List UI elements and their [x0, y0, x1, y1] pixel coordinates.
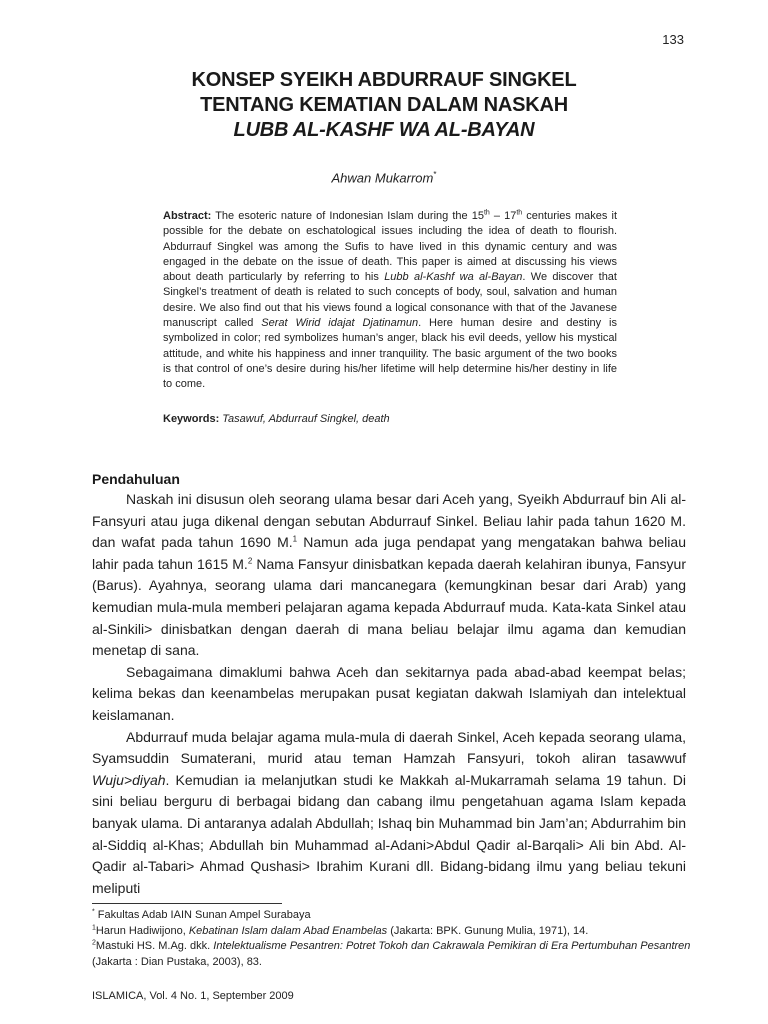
footnote-book-title: Intelektualisme Pesantren: Potret Tokoh dan Cakrawala Pemikiran di Era Pertumbuhan Pesantren: [213, 940, 691, 952]
paragraph-text: Naskah ini disusun oleh seorang ulama besar dari Aceh yang, Syeikh Abdurrauf bin Ali al-Fansyuri atau juga dikenal dengan sebutan Abdurrauf Sinkel. Beliau lahir pada tahun 1620 M. dan wafat pada tahun 1690 M.: [92, 491, 686, 551]
title-line-2: TENTANG KEMATIAN DALAM NASKAH: [200, 94, 568, 116]
paragraph-text: Abdurrauf muda belajar agama mula-mula di daerah Sinkel, Aceh kepada seorang ulama, Syamsuddin Sumaterani, murid atau teman Hamzah Fansyuri, tokoh aliran tasawwuf: [92, 728, 686, 767]
footnote-divider: [92, 903, 282, 904]
footnote: [92, 924, 692, 940]
section-heading: Pendahuluan: [92, 471, 180, 487]
footnote-text: (Jakarta: BPK. Gunung Mulia, 1971), 14.: [387, 924, 589, 937]
term-italic: Wuju>diyah: [92, 771, 166, 788]
footnote-ref: 2: [247, 556, 253, 566]
abstract-text: – 17: [489, 210, 517, 222]
abstract: [163, 209, 617, 393]
keywords-label: Keywords:: [163, 413, 220, 425]
author-footnote-mark: *: [433, 170, 437, 179]
page-number: 133: [662, 32, 684, 47]
paragraph-text: . Kemudian ia melanjutkan studi ke Makkah al-Mukarramah selama 19 tahun. Di sini beliau berguru di berbagai bidang dan cabang ilmu pengetahuan agama Islam kepada banyak ulama. Di antaranya adalah Abdullah; Ishaq bin Muhammad bin Jam’an; Abdurrahim bin al-Siddiq al-Khas; Abdullah bin Muhammad al-Adani>Abdul Qadir al-Barqali> Ali bin Abd. Al-Qadir al-Tabari> Ahmad Qushasi> Ibrahim Kurani dll. Bidang-bidang ilmu yang beliau tekuni meliputi: [92, 771, 686, 896]
paragraph: [92, 489, 686, 662]
paragraph-text: Sebagaimana dimaklumi bahwa Aceh dan sekitarnya pada abad-abad keempat belas; kelima bekas dan keenambelas merupakan pusat kegiatan dakwah Islamiyah dan intelektual keislamanan.: [92, 663, 686, 723]
title-line-3: LUBB AL-KASHF WA AL-BAYAN: [233, 119, 535, 141]
abstract-label: Abstract:: [163, 210, 212, 222]
abstract-superscript: th: [483, 209, 490, 217]
author: [0, 170, 768, 185]
footnote-mark: *: [92, 908, 95, 916]
footnote-mark: 1: [92, 923, 96, 931]
author-name: Ahwan Mukarrom: [331, 170, 434, 186]
footnote: [92, 908, 692, 924]
abstract-book-title: Lubb al-Kashf wa al-Bayan: [384, 271, 523, 284]
footnote-text: Fakultas Adab IAIN Sunan Ampel Surabaya: [94, 909, 311, 921]
footnote: [92, 939, 692, 970]
footnote-book-title: Kebatinan Islam dalam Abad Enambelas: [188, 924, 388, 937]
footnote-mark: 2: [92, 939, 96, 947]
running-footer: ISLAMICA, Vol. 4 No. 1, September 2009: [92, 990, 294, 1002]
abstract-text: . We discover that Singkel’s treatment of death is related to such concepts of body, soul, salvation and human desire. We also find out that his views found a logical consonance with that of the Javanese manuscript called: [163, 271, 617, 330]
footnote-text: (Jakarta : Dian Pustaka, 2003), 83.: [92, 955, 262, 968]
abstract-superscript: th: [516, 209, 523, 217]
footnotes: [92, 908, 692, 970]
keywords-value: Tasawuf, Abdurrauf Singkel, death: [219, 413, 390, 425]
article-title: [0, 68, 768, 143]
abstract-manuscript-title: Serat Wirid idajat Djatinamun: [261, 317, 419, 330]
paragraph: [92, 727, 686, 900]
keywords: [163, 413, 390, 425]
abstract-text: . Here human desire and destiny is symbolized in color; red symbolizes human’s anger, black his evil deeds, yellow his mystical attitude, and white his happiness and inner tranquility. The basic argument of the two books is that control of one’s desire during his/her lifetime will help determine his/her destiny in life to come.: [163, 317, 617, 391]
body-text: [92, 489, 686, 899]
paragraph-text: Nama Fansyur dinisbatkan kepada daerah kelahiran ibunya, Fansyur (Barus). Ayahnya, seorang ulama dari mancanegara (kemungkinan besar dari Arab) yang kemudian mula-mula memberi pelajaran agama kepada Abdurrauf muda. Kata-kata Sinkel atau al-Sinkili> dinisbatkan dengan daerah di mana beliau belajar ilmu agama dan kemudian menetap di sana.: [92, 555, 687, 659]
abstract-text: The esoteric nature of Indonesian Islam during the 15: [211, 210, 484, 222]
abstract-text: centuries makes it possible for the debate on eschatological issues including the idea of death to flourish. Abdurrauf Singkel was among the Sufis to have lived in this dynamic century and was engaged in the debate on the issue of death. This paper is aimed at discussing his views about death particularly by referring to his: [163, 210, 618, 284]
footnote-text: Mastuki HS. M.Ag. dkk.: [95, 940, 214, 952]
footnote-ref: 1: [292, 534, 298, 544]
paragraph: [92, 662, 686, 727]
footnote-text: Harun Hadiwijono,: [95, 924, 189, 937]
paragraph-text: Namun ada juga pendapat yang mengatakan bahwa beliau lahir pada tahun 1615 M.: [92, 534, 686, 572]
title-line-1: KONSEP SYEIKH ABDURRAUF SINGKEL: [191, 69, 577, 91]
